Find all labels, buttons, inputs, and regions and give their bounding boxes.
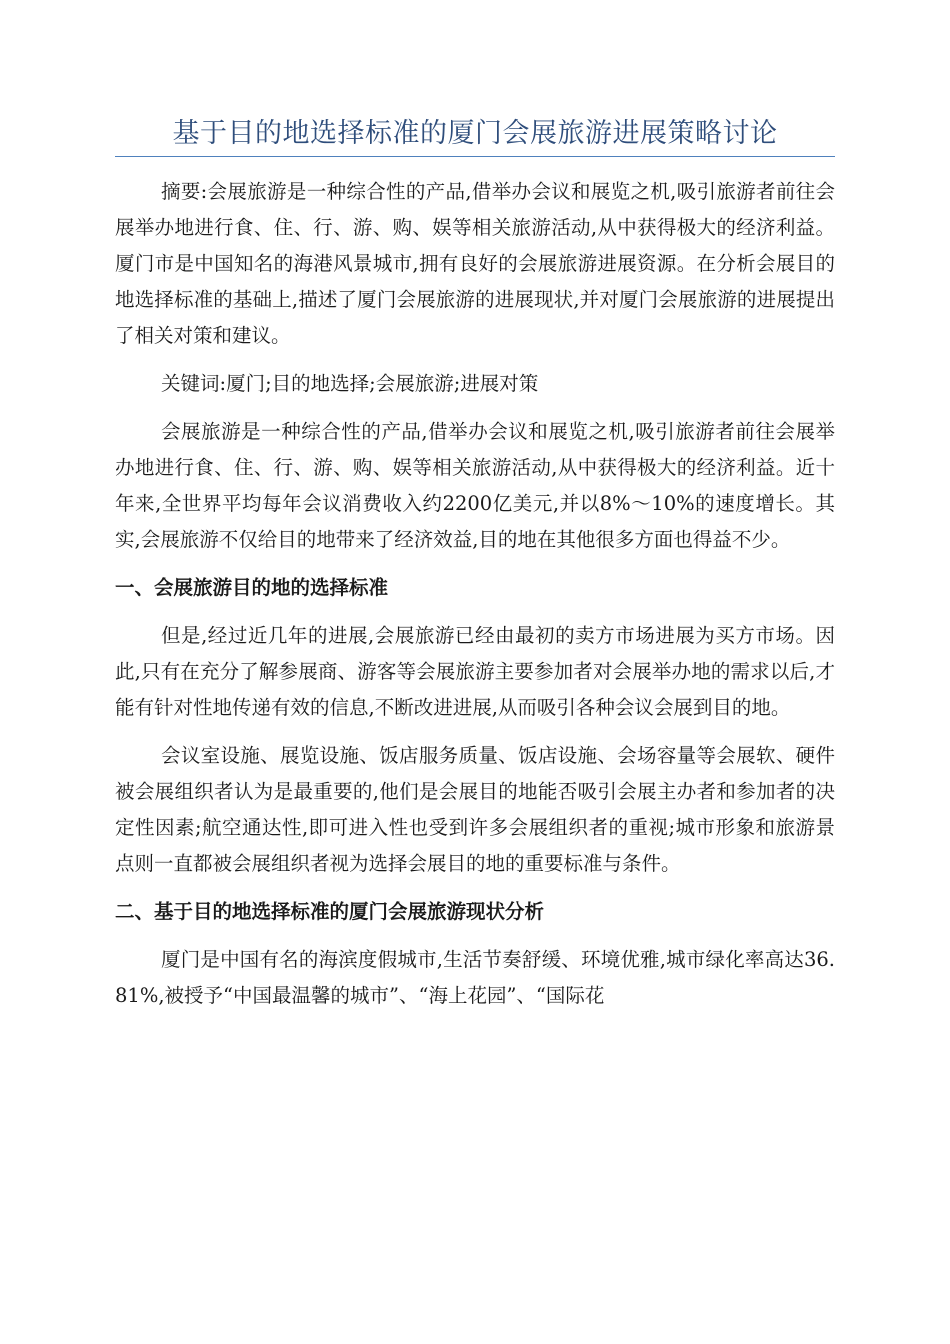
section-1-heading: 一、会展旅游目的地的选择标准 bbox=[115, 576, 389, 599]
section-1-paragraph-1: 但是,经过近几年的进展,会展旅游已经由最初的卖方市场进展为买方市场。因此,只有在充分了解参展商、游客等会展旅游主要参加者对会展举办地的需求以后,才能有针对性地传递有效的信息,不断改进进展,从而吸引各种会议会展到目的地。 bbox=[115, 624, 835, 719]
section-2-heading: 二、基于目的地选择标准的厦门会展旅游现状分析 bbox=[115, 900, 545, 923]
abstract-paragraph: 摘要:会展旅游是一种综合性的产品,借举办会议和展览之机,吸引旅游者前往会展举办地进行食、住、行、游、购、娱等相关旅游活动,从中获得极大的经济利益。厦门市是中国知名的海港风景城市,拥有良好的会展旅游进展资源。在分析会展目的地选择标准的基础上,描述了厦门会展旅游的进展现状,并对厦门会展旅游的进展提出了相关对策和建议。 bbox=[115, 180, 835, 347]
section-1-paragraph-2: 会议室设施、展览设施、饭店服务质量、饭店设施、会场容量等会展软、硬件被会展组织者认为是最重要的,他们是会展目的地能否吸引会展主办者和参加者的决定性因素;航空通达性,即可进入性也受到许多会展组织者的重视;城市形象和旅游景点则一直都被会展组织者视为选择会展目的地的重要标准与条件。 bbox=[115, 744, 835, 875]
title-underline bbox=[115, 156, 835, 157]
document-title: 基于目的地选择标准的厦门会展旅游进展策略讨论 bbox=[172, 118, 778, 149]
document-body bbox=[115, 174, 835, 1026]
keywords-paragraph: 关键词:厦门;目的地选择;会展旅游;进展对策 bbox=[161, 372, 539, 395]
intro-paragraph: 会展旅游是一种综合性的产品,借举办会议和展览之机,吸引旅游者前往会展举办地进行食、住、行、游、购、娱等相关旅游活动,从中获得极大的经济利益。近十年来,全世界平均每年会议消费收入约2200亿美元,并以8%～10%的速度增长。其实,会展旅游不仅给目的地带来了经济效益,目的地在其他很多方面也得益不少。 bbox=[115, 420, 835, 551]
section-2-paragraph-1: 厦门是中国有名的海滨度假城市,生活节奏舒缓、环境优雅,城市绿化率高达36.81%,被授予“中国最温馨的城市”、“海上花园”、“国际花 bbox=[115, 948, 835, 1007]
